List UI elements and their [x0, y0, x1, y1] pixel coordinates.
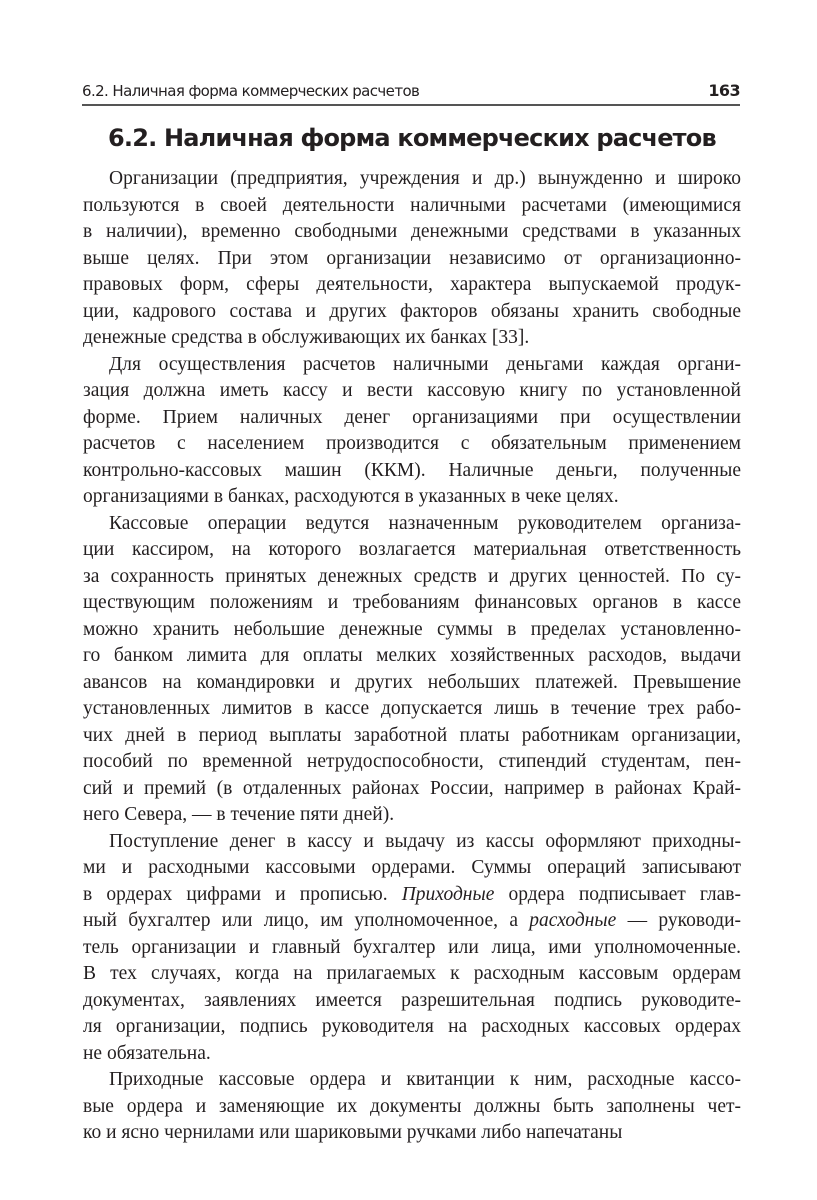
- text-line: зация должна иметь кассу и вести кассовую книгу по установленной: [83, 380, 741, 401]
- text-line: ля организации, подпись руководителя на расходных кассовых ордерах: [83, 1016, 741, 1037]
- running-header: [82, 80, 740, 106]
- text-line: денежные средства в обслуживающих их банках [33].: [83, 327, 530, 348]
- text-line: форме. Прием наличных денег организациями при осуществлении: [83, 406, 741, 428]
- emphasis: расходные: [529, 910, 617, 931]
- text-line: ко и ясно чернилами или шариковыми ручками либо напечатаны: [83, 1122, 623, 1143]
- text-line: Кассовые операции ведутся назначенным руководителем организа-: [109, 512, 741, 534]
- text-line: правовых форм, сферы деятельности, характера выпускаемой продук-: [83, 274, 741, 295]
- text-line: за сохранность принятых денежных средств и других ценностей. По су-: [83, 565, 741, 587]
- paragraph: [83, 829, 741, 1068]
- running-header-title: 6.2. Наличная форма коммерческих расчетов: [82, 82, 420, 100]
- paragraph: [83, 511, 741, 829]
- text-line: документах, заявлениях имеется разрешительная подпись руководите-: [83, 989, 741, 1011]
- text-line: ции кассиром, на которого возлагается материальная ответственность: [83, 539, 741, 560]
- text-line: расчетов с населением производится с обязательным применением: [83, 433, 741, 454]
- paragraph: [83, 166, 741, 352]
- text-line: Для осуществления расчетов наличными деньгами каждая органи-: [109, 353, 741, 375]
- text-line: тель организации и главный бухгалтер или лица, ими уполномоченные.: [83, 936, 741, 958]
- text-line: ми и расходными кассовыми ордерами. Суммы операций записывают: [83, 857, 741, 878]
- text-line: него Севера, — в течение пяти дней).: [83, 804, 395, 825]
- text-line: чих дней в период выплаты заработной платы работникам организации,: [83, 724, 741, 746]
- text-line: ществующим положениям и требованиям финансовых органов в кассе: [83, 592, 741, 613]
- text-line: можно хранить небольшие денежные суммы в пределах установленно-: [83, 618, 741, 640]
- body-text: [83, 166, 741, 1147]
- text-line: авансов на командировки и других небольших платежей. Превышение: [83, 671, 741, 693]
- text-line: в наличии), временно свободными денежными средствами в указанных: [83, 221, 741, 242]
- text-line: не обязательна.: [83, 1042, 211, 1064]
- text-line: установленных лимитов в кассе допускается лишь в течение трех рабо-: [83, 698, 741, 719]
- text-line: выше целях. При этом организации независимо от организационно-: [83, 247, 741, 269]
- text-line: Поступление денег в кассу и выдачу из кассы оформляют приходны-: [109, 830, 741, 852]
- text-line: пользуются в своей деятельности наличными расчетами (имеющимися: [83, 194, 741, 216]
- emphasis: Приходные: [401, 883, 495, 905]
- text-line: ный бухгалтер или лицо, им уполномоченное, а расходные — руководи-: [83, 910, 741, 931]
- paragraph: [83, 352, 741, 511]
- text-line: В тех случаях, когда на прилагаемых к расходным кассовым ордерам: [83, 963, 741, 984]
- paragraph: [83, 1067, 741, 1147]
- text-line: пособий по временной нетрудоспособности, стипендий студентам, пен-: [83, 751, 741, 772]
- text-line: го банком лимита для оплаты мелких хозяйственных расходов, выдачи: [83, 645, 741, 666]
- text-line: ции, кадрового состава и других факторов обязаны хранить свободные: [83, 300, 741, 322]
- section-heading: 6.2. Наличная форма коммерческих расчетов: [108, 124, 716, 152]
- text-line: в ордерах цифрами и прописью. Приходные ордера подписывает глав-: [83, 883, 741, 905]
- text-line: организациями в банках, расходуются в указанных в чеке целях.: [83, 486, 619, 507]
- text-line: контрольно-кассовых машин (ККМ). Наличные деньги, полученные: [83, 459, 741, 481]
- text-line: вые ордера и заменяющие их документы должны быть заполнены чет-: [83, 1095, 741, 1117]
- text-line: сий и премий (в отдаленных районах России, например в районах Край-: [83, 777, 741, 799]
- text-line: Организации (предприятия, учреждения и др.) вынужденно и широко: [109, 168, 741, 189]
- text-line: Приходные кассовые ордера и квитанции к ним, расходные кассо-: [109, 1069, 741, 1090]
- page-number: 163: [708, 81, 740, 100]
